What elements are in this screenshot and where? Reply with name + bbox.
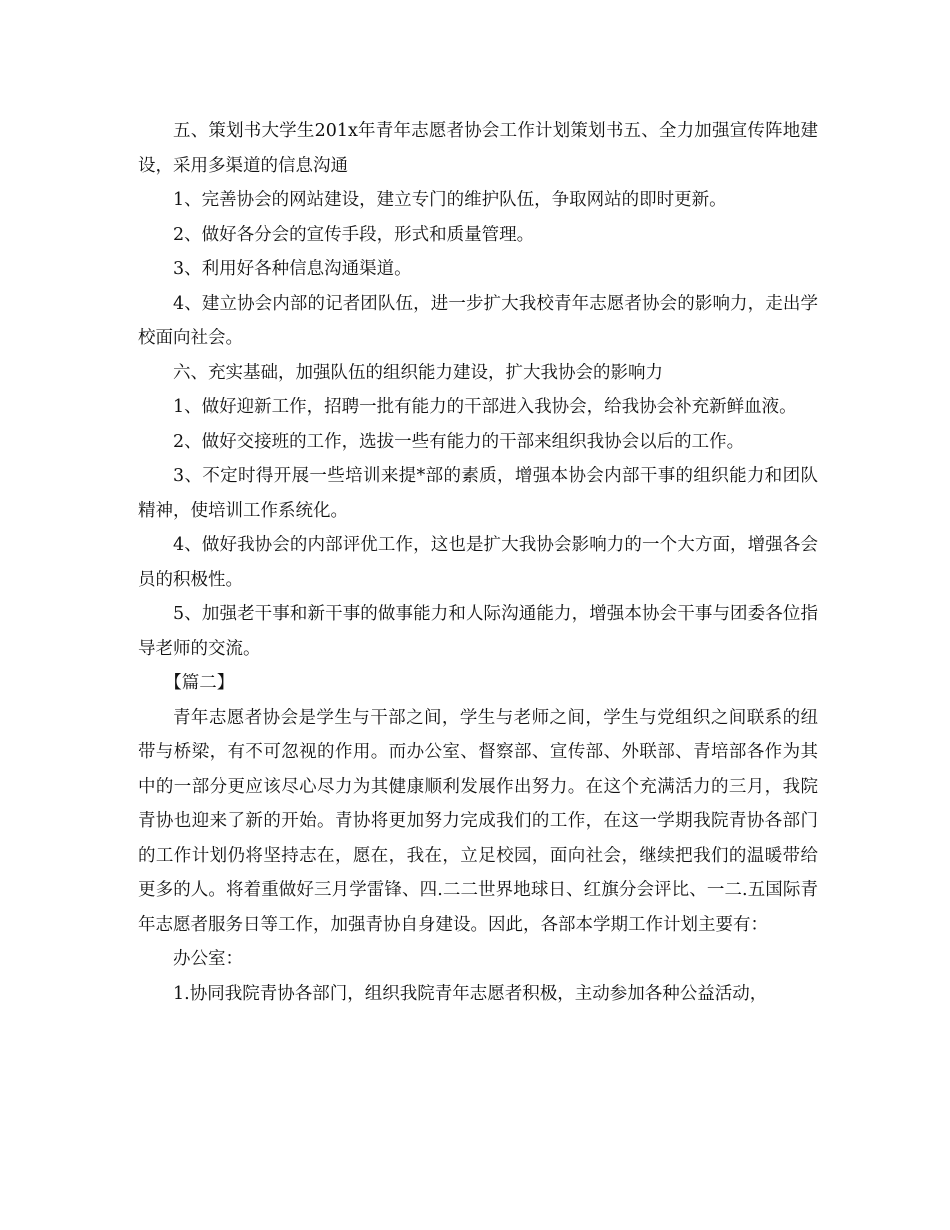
list-item: 5、加强老干事和新干事的做事能力和人际沟通能力，增强本协会干事与团委各位指导老师的交流。 bbox=[138, 604, 818, 659]
list-item: 4、建立协会内部的记者团队伍，进一步扩大我校青年志愿者协会的影响力，走出学校面向社会。 bbox=[138, 293, 818, 348]
list-item: 3、利用好各种信息沟通渠道。 bbox=[173, 259, 412, 279]
part-two-heading: 【篇二】 bbox=[164, 673, 235, 693]
document-body bbox=[138, 114, 818, 1011]
list-item: 3、不定时得开展一些培训来提*部的素质，增强本协会内部干事的组织能力和团队精神，使培训工作系统化。 bbox=[138, 466, 818, 521]
list-item: 2、做好各分会的宣传手段，形式和质量管理。 bbox=[173, 224, 535, 245]
list-item: 1.协同我院青协各部门，组织我院青年志愿者积极，主动参加各种公益活动， bbox=[173, 983, 768, 1004]
list-item: 4、做好我协会的内部评优工作，这也是扩大我协会影响力的一个大方面，增强各会员的积极性。 bbox=[138, 535, 818, 590]
section-heading-five: 五、策划书大学生201x年青年志愿者协会工作计划策划书五、全力加强宣传阵地建设，采用多渠道的信息沟通 bbox=[138, 121, 818, 176]
list-item: 1、完善协会的网站建设，建立专门的维护队伍，争取网站的即时更新。 bbox=[173, 190, 727, 210]
list-item: 1、做好迎新工作，招聘一批有能力的干部进入我协会，给我协会补充新鲜血液。 bbox=[173, 397, 797, 417]
intro-paragraph: 青年志愿者协会是学生与干部之间，学生与老师之间，学生与党组织之间联系的纽带与桥梁，有不可忽视的作用。而办公室、督察部、宣传部、外联部、青培部各作为其中的一部分更应该尽心尽力为其健康顺利发展作出努力。在这个充满活力的三月，我院青协也迎来了新的开始。青协将更加努力完成我们的工作，在这一学期我院青协各部门的工作计划仍将坚持志在，愿在，我在，立足校园，面向社会，继续把我们的温暖带给更多的人。将着重做好三月学雷锋、四.二二世界地球日、红旗分会评比、一二.五国际青年志愿者服务日等工作，加强青协自身建设。因此，各部本学期工作计划主要有： bbox=[138, 707, 818, 935]
list-item: 2、做好交接班的工作，选拔一些有能力的干部来组织我协会以后的工作。 bbox=[173, 431, 745, 452]
section-heading-six: 六、充实基础，加强队伍的组织能力建设，扩大我协会的影响力 bbox=[173, 362, 663, 383]
office-heading: 办公室： bbox=[173, 949, 243, 969]
